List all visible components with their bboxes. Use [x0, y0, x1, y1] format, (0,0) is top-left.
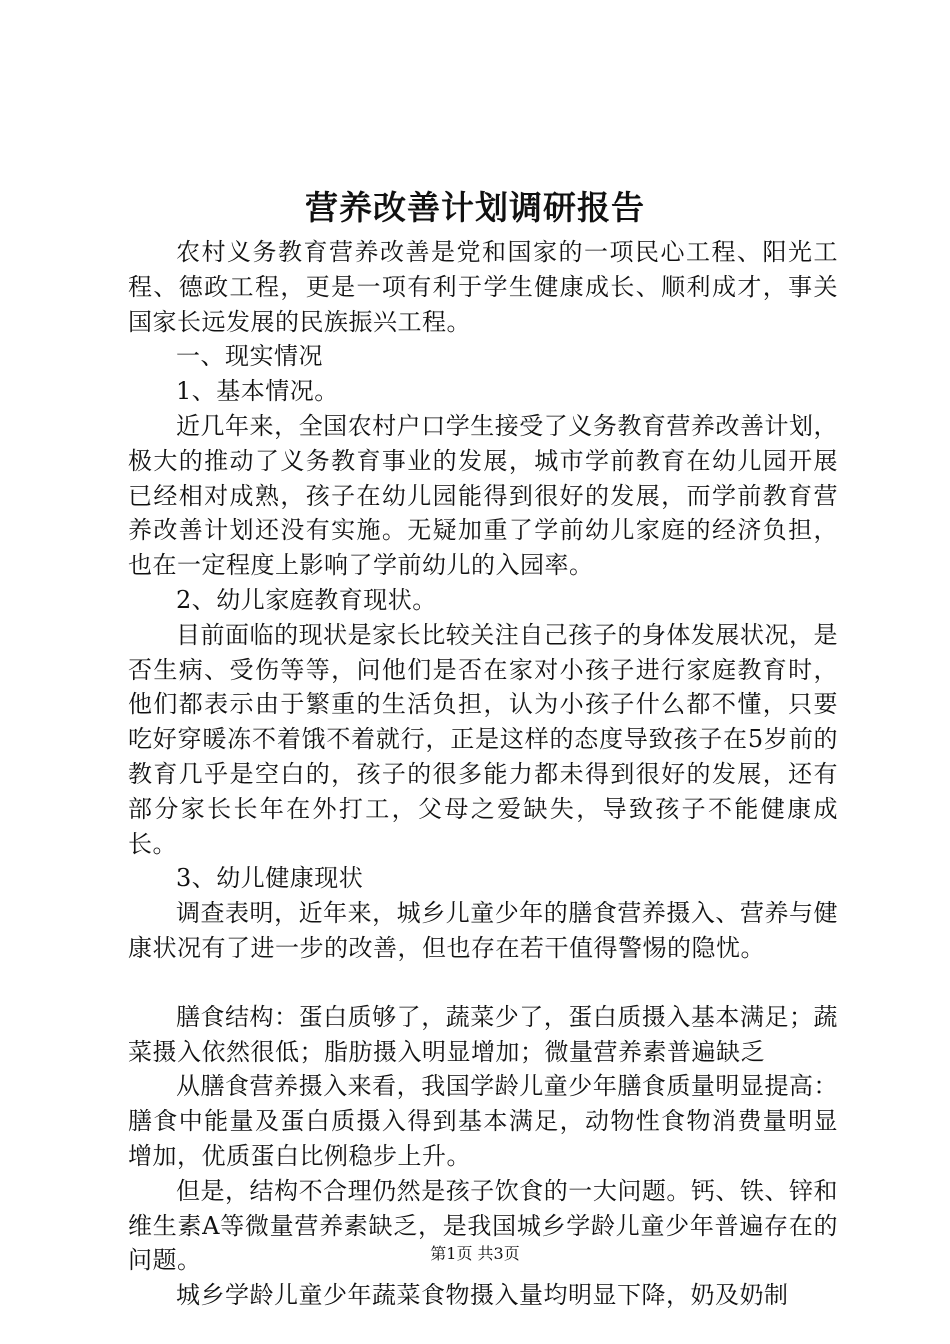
page-footer: 第1页 共3页	[430, 1244, 520, 1263]
paragraph-diet-structure: 膳食结构：蛋白质够了，蔬菜少了，蛋白质摄入基本满足；蔬菜摄入依然很低；脂肪摄入明显增加；微量营养素普遍缺乏	[128, 1002, 838, 1066]
document-title: 营养改善计划调研报告	[305, 188, 645, 227]
subheading-family-education: 2、幼儿家庭教育现状。	[176, 585, 437, 614]
paragraph-family-education: 目前面临的现状是家长比较关注自己孩子的身体发展状况，是否生病、受伤等等，问他们是否在家对小孩子进行家庭教育时，他们都表示由于繁重的生活负担，认为小孩子什么都不懂，只要吃好穿暖冻不着饿不着就行，正是这样的态度导致孩子在5岁前的教育几乎是空白的，孩子的很多能力都未得到很好的发展，还有部分家长长年在外打工，父母之爱缺失，导致孩子不能健康成长。	[128, 620, 838, 858]
paragraph-intro: 农村义务教育营养改善是党和国家的一项民心工程、阳光工程、德政工程，更是一项有利于学生健康成长、顺利成才，事关国家长远发展的民族振兴工程。	[128, 238, 838, 336]
subheading-health-status: 3、幼儿健康现状	[176, 864, 364, 893]
paragraph-vegetable-intake: 城乡学龄儿童少年蔬菜食物摄入量均明显下降，奶及奶制	[176, 1281, 789, 1310]
paragraph-nutrition-intake: 从膳食营养摄入来看，我国学龄儿童少年膳食质量明显提高：膳食中能量及蛋白质摄入得到基本满足，动物性食物消费量明显增加，优质蛋白比例稳步上升。	[128, 1072, 838, 1170]
paragraph-survey: 调查表明，近年来，城乡儿童少年的膳食营养摄入、营养与健康状况有了进一步的改善，但也存在若干值得警惕的隐忧。	[128, 899, 838, 962]
document-body	[128, 235, 838, 1313]
paragraph-basic-situation: 近几年来，全国农村户口学生接受了义务教育营养改善计划，极大的推动了义务教育事业的发展，城市学前教育在幼儿园开展已经相对成熟，孩子在幼儿园能得到很好的发展，而学前教育营养改善计划还没有实施。无疑加重了学前幼儿家庭的经济负担，也在一定程度上影响了学前幼儿的入园率。	[128, 411, 838, 580]
subheading-basic-situation: 1、基本情况。	[176, 377, 339, 406]
paragraph-structure-problem: 但是，结构不合理仍然是孩子饮食的一大问题。钙、铁、锌和维生素A等微量营养素缺乏，是我国城乡学龄儿童少年普遍存在的问题。	[128, 1176, 838, 1275]
section-heading-current-situation: 一、现实情况	[176, 342, 323, 371]
